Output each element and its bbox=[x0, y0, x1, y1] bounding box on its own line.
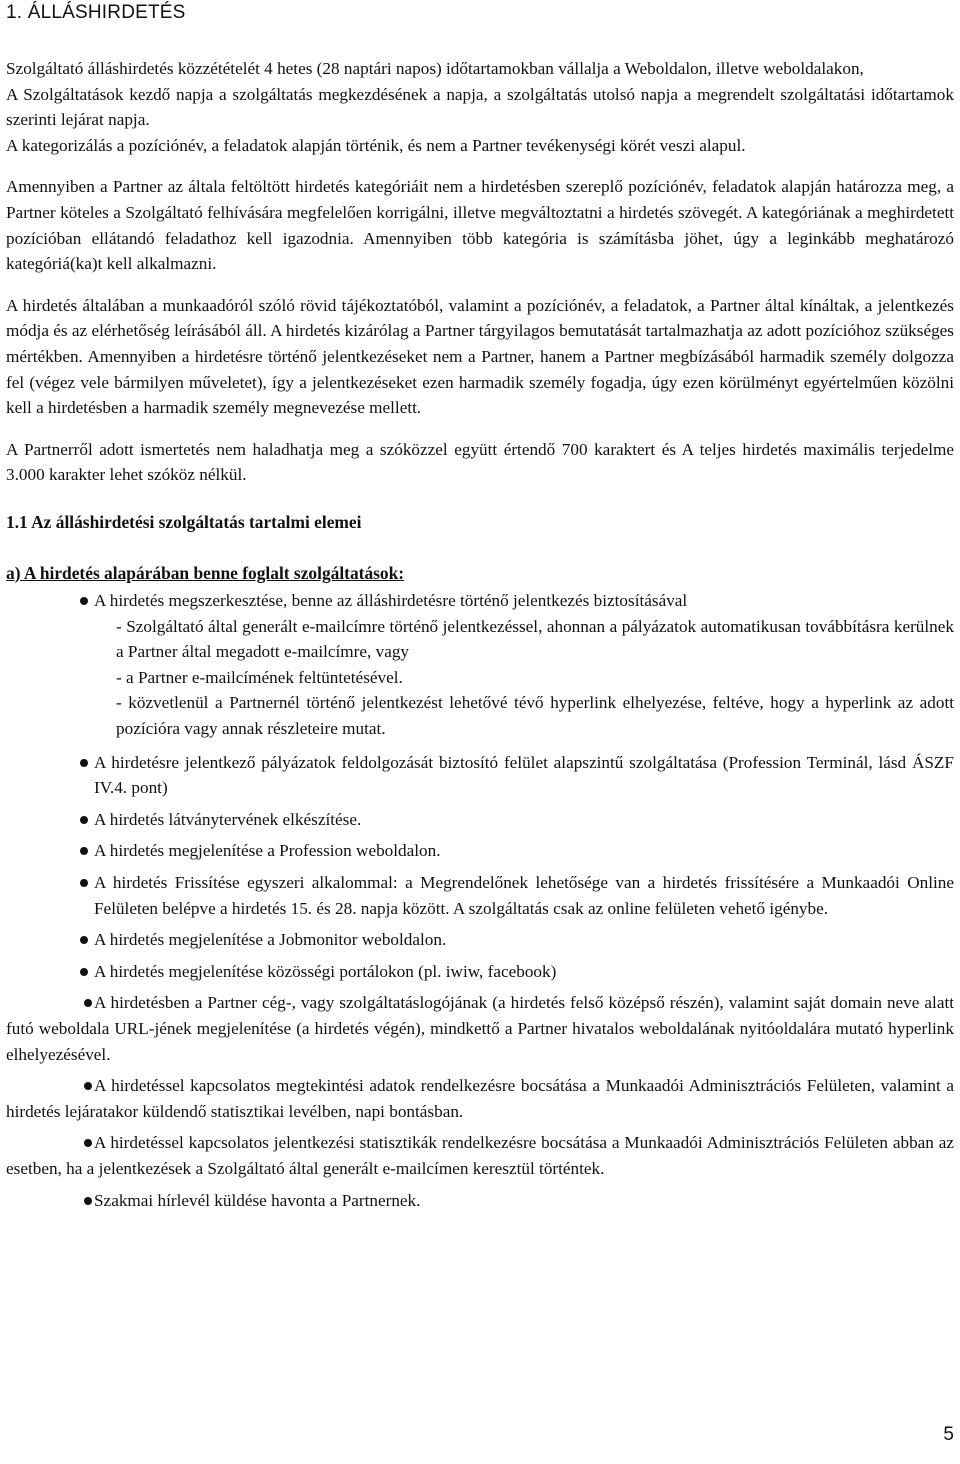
bullet-icon bbox=[80, 597, 88, 605]
list-item-text: A hirdetés megjelenítése közösségi portálokon (pl. iwiw, facebook) bbox=[94, 961, 557, 981]
bullet-icon bbox=[80, 968, 88, 976]
list-item bbox=[6, 807, 954, 833]
list-item-text: A hirdetéssel kapcsolatos megtekintési adatok rendelkezésre bocsátása a Munkaadói Adminisztrációs Felületen, valamint a hirdetés lejáratakor küldendő statisztikai levélben, napi bontásban. bbox=[6, 1076, 954, 1121]
list-item bbox=[6, 588, 954, 614]
content-paragraph: A hirdetés általában a munkaadóról szóló rövid tájékoztatóból, valamint a pozíciónév, a feladatok, a Partner által kínáltak, a jelentkezés módja és az elérhetőség leírásából áll. A hirdetés kizárólag a Partner tárgyilagos bemutatását tartalmazhatja az adott pozícióhoz szükséges mértékben. Amennyiben a hirdetésre történő jelentkezéseket nem a Partner, hanem a Partner megbízásából harmadik személy dolgozza fel (végez vele bármilyen műveletet), így a jelentkezéseket ezen harmadik személy fogadja, úgy ezen körülményt egyértelműen közölni kell a hirdetésben a harmadik személy megnevezése mellett. bbox=[6, 295, 954, 418]
bullet-icon bbox=[84, 1197, 92, 1205]
list-item bbox=[6, 870, 954, 921]
list-item-text: A hirdetés megszerkesztése, benne az álláshirdetésre történő jelentkezés biztosításával bbox=[94, 591, 688, 611]
list-title: a) A hirdetés alapárában benne foglalt szolgáltatások: bbox=[6, 562, 405, 583]
list-item bbox=[6, 1188, 954, 1214]
list-item-text: A hirdetés Frissítése egyszeri alkalommal: a Megrendelőnek lehetősége van a hirdetés frissítésére a Munkaadói Online Felületen belépve a hirdetés 15. és 28. napja között. A szolgáltatás csak az online felületen vehető igénybe. bbox=[94, 873, 954, 918]
intro-paragraph-2: A Szolgáltatások kezdő napja a szolgáltatás megkezdésének a napja, a szolgáltatás utolsó napja a megrendelt szolgáltatási időtartamok szerinti lejárat napja. bbox=[6, 84, 954, 130]
list-item-text: A hirdetés megjelenítése a Jobmonitor weboldalon. bbox=[94, 930, 447, 950]
list-item bbox=[6, 927, 954, 953]
intro-paragraph-3: A kategorizálás a pozíciónév, a feladatok alapján történik, és nem a Partner tevékenységi körét veszi alapul. bbox=[6, 135, 746, 155]
document-body bbox=[6, 56, 954, 1213]
list-item bbox=[6, 838, 954, 864]
list-item bbox=[6, 750, 954, 801]
list-item bbox=[6, 1130, 954, 1181]
list-item-text: A hirdetésben a Partner cég-, vagy szolgáltatáslogójának (a hirdetés felső középső részén), valamint saját domain neve alatt futó weboldala URL-jének megjelenítése (a hirdetés végén), mindkettő a Partner hivatalos weboldalának nyitóoldalára mutató hyperlink elhelyezésével. bbox=[6, 993, 954, 1064]
subsection-title: 1.1 Az álláshirdetési szolgáltatás tartalmi elemei bbox=[6, 511, 362, 532]
list-item-text: A hirdetéssel kapcsolatos jelentkezési statisztikák rendelkezésre bocsátása a Munkaadói Adminisztrációs Felületen abban az esetben, ha a jelentkezések a Szolgáltató által generált e-mailcímen keresztül történtek. bbox=[6, 1133, 954, 1178]
list-item-text: A hirdetésre jelentkező pályázatok feldolgozását biztosító felület alapszintű szolgáltatása (Profession Terminál, lásd ÁSZF IV.4. pont) bbox=[94, 752, 954, 798]
list-item-text: A hirdetés megjelenítése a Profession weboldalon. bbox=[94, 841, 441, 861]
list-item bbox=[6, 990, 954, 1067]
bullet-icon bbox=[80, 879, 88, 887]
page-number: 5 bbox=[943, 1424, 954, 1445]
list-item bbox=[6, 959, 954, 985]
list-item bbox=[6, 1073, 954, 1124]
bullet-icon bbox=[80, 759, 88, 767]
list-item-text: A hirdetés látványtervének elkészítése. bbox=[94, 809, 362, 829]
intro-paragraph-1: Szolgáltató álláshirdetés közzétételét 4 hetes (28 naptári napos) időtartamokban vállalja a Weboldalon, illetve weboldalakon, bbox=[6, 59, 864, 78]
list-sub-item: - a Partner e-mailcímének feltüntetésével. bbox=[116, 667, 403, 687]
list-sub-item: - közvetlenül a Partnernél történő jelentkezést lehetővé tévő hyperlink elhelyezése, feltéve, hogy a hyperlink az adott pozícióra vagy annak részleteire mutat. bbox=[116, 693, 954, 739]
service-list bbox=[6, 588, 954, 984]
categories-paragraph: Amennyiben a Partner az általa feltöltött hirdetés kategóriáit nem a hirdetésben szereplő pozíciónév, feladatok alapján határozza meg, a Partner köteles a Szolgáltató felhívására megfelelően korrigálni, illetve megváltoztatni a hirdetés szövegét. A kategóriának a meghirdetett pozícióban ellátandó feladathoz kell igazodnia. Amennyiben több kategória is számításba jöhet, úgy a leginkább meghatározó kategóriá(ka)t kell alkalmazni. bbox=[6, 177, 954, 274]
length-paragraph: A Partnerről adott ismertetés nem haladhatja meg a szóközzel együtt értendő 700 karaktert és A teljes hirdetés maximális terjedelme 3.000 karakter lehet szóköz nélkül. bbox=[6, 439, 954, 485]
bullet-icon bbox=[80, 816, 88, 824]
list-item-text: Szakmai hírlevél küldése havonta a Partnernek. bbox=[94, 1190, 421, 1210]
bullet-icon bbox=[80, 847, 88, 855]
list-sub-item: - Szolgáltató által generált e-mailcímre történő jelentkezéssel, ahonnan a pályázatok automatikusan továbbításra kerülnek a Partner által megadott e-mailcímre, vagy bbox=[116, 616, 954, 662]
bullet-icon bbox=[80, 936, 88, 944]
section-heading: 1. ÁLLÁSHIRDETÉS bbox=[6, 2, 186, 23]
